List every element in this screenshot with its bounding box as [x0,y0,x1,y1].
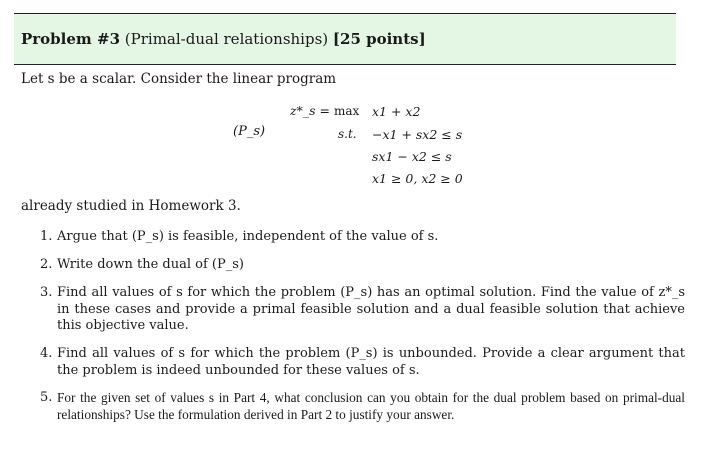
lp-max-keyword: max [334,104,360,118]
lp-constraint-2: sx1 − x2 ≤ s [372,149,452,164]
question-text: Argue that (P_s) is feasible, independent of the value of s. [57,229,439,244]
lp-label: (P_s) [233,124,266,139]
top-rule [14,13,676,14]
question-item [40,285,685,335]
problem-subtitle: (Primal-dual relationships) [120,30,333,48]
lp-objective: x1 + x2 [372,104,421,119]
problem-title [21,30,426,48]
question-text: For the given set of values s in Part 4, what conclusion can you obtain for the dual problem based on primal-dual relationships? Use the formulation derived in Part 2 to justify your answer. [57,390,685,422]
after-text: already studied in Homework 3. [21,198,241,214]
question-number: 5. [40,390,53,405]
question-item [40,257,685,274]
question-number: 1. [40,229,53,244]
question-item [40,390,685,423]
question-text: Find all values of s for which the problem (P_s) has an optimal solution. Find the value of z*_s in these cases and provide a primal feasible solution and a dual feasible solution that achieve this objective value. [57,285,685,333]
question-number: 3. [40,285,53,300]
question-text: Write down the dual of (P_s) [57,257,244,272]
problem-points: [25 points] [332,30,426,48]
intro-text: Let s be a scalar. Consider the linear program [21,71,337,87]
lp-constraint-1: −x1 + sx2 ≤ s [372,127,463,142]
question-number: 4. [40,346,53,361]
question-item [40,229,685,246]
lp-constraint-3: x1 ≥ 0, x2 ≥ 0 [372,171,463,186]
lp-optimal-value: z*_s = [290,103,330,118]
question-item [40,346,685,379]
lp-st-keyword: s.t. [338,127,357,141]
question-number: 2. [40,257,53,272]
problem-number: Problem #3 [21,30,121,48]
header-bottom-rule [14,64,676,65]
question-text: Find all values of s for which the problem (P_s) is unbounded. Provide a clear argument that the problem is indeed unbounded for these values of s. [57,346,685,378]
